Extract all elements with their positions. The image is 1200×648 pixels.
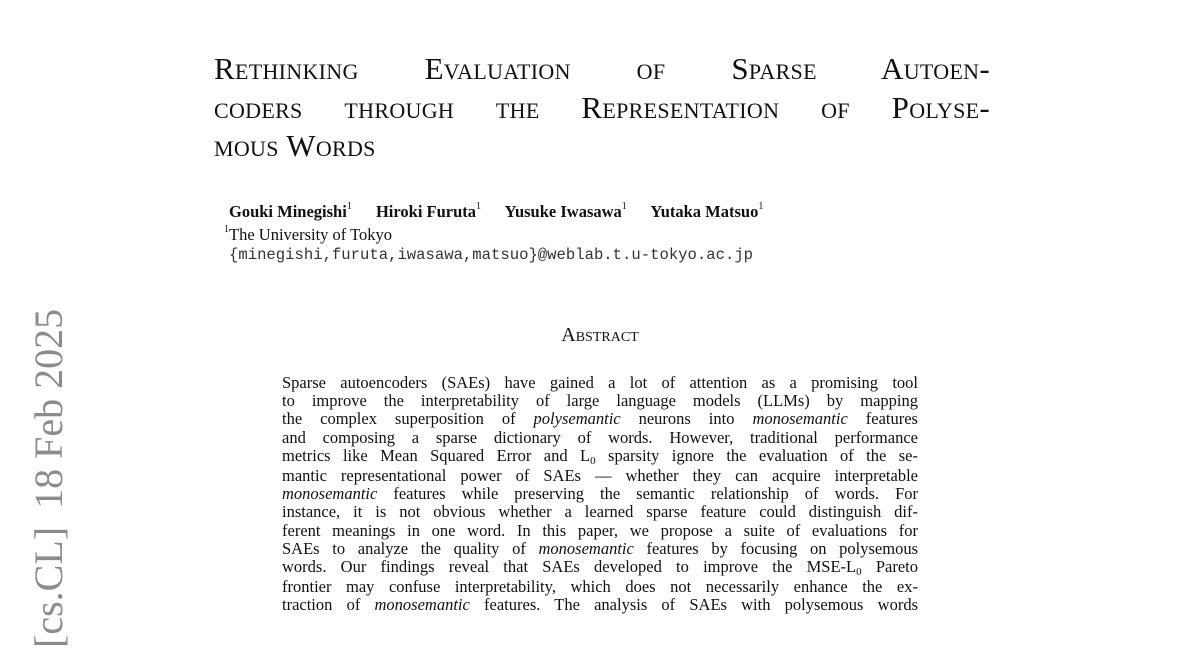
abstract-line: Sparse autoencoders (SAEs) have gained a lot of attention as a promising tool xyxy=(282,373,918,392)
abstract-line: ferent meanings in one word. In this paper, we propose a suite of evaluations for xyxy=(282,520,918,540)
abstract-body xyxy=(282,374,918,615)
abstract-line: traction of monosemantic features. The analysis of SAEs with polysemous words xyxy=(282,595,918,615)
abstract-line: frontier may confuse interpretability, which does not necessarily enhance the ex- xyxy=(282,577,918,597)
abstract-line: SAEs to analyze the quality of monosemantic features by focusing on polysemous xyxy=(282,538,918,558)
abstract-line: mantic representational power of SAEs — whether they can acquire interpretable xyxy=(282,466,918,486)
abstract-line: and composing a sparse dictionary of words. However, traditional performance xyxy=(282,427,918,447)
author-emails: {minegishi,furuta,iwasawa,matsuo}@weblab.t.u-tokyo.ac.jp xyxy=(229,246,754,264)
author: Yutaka Matsuo$^1$ xyxy=(650,201,764,221)
abstract-line: to improve the interpretability of large language models (LLMs) by mapping xyxy=(282,391,918,411)
affiliation: $^1$The University of Tokyo xyxy=(224,224,393,244)
abstract-heading: Abstract xyxy=(561,324,639,346)
title-line-1: Rethinking Evaluation of Sparse Autoen- xyxy=(214,51,990,86)
title-line-2: coders through the Representation of Polyse- xyxy=(214,89,990,125)
abstract-line: monosemantic features while preserving the semantic relationship of words. For xyxy=(282,484,918,504)
abstract-line: the complex superposition of polysemantic neurons into monosemantic features xyxy=(282,409,918,429)
arxiv-sidebar-stamp xyxy=(26,309,72,648)
author: Yusuke Iwasawa$^1$ xyxy=(504,201,627,221)
paper-title xyxy=(214,50,990,166)
arxiv-category: [cs.CL] xyxy=(26,526,71,648)
arxiv-date: 18 Feb 2025 xyxy=(26,308,71,509)
abstract-line: metrics like Mean Squared Error and $L_0$ sparsity ignore the evaluation of the se- xyxy=(282,445,918,467)
author-list xyxy=(229,202,783,222)
abstract-line: words. Our findings reveal that SAEs developed to improve the MSE-$L_0$ Pareto xyxy=(282,557,918,579)
abstract-line: instance, it is not obvious whether a learned sparse feature could distinguish dif- xyxy=(282,502,918,522)
author: Gouki Minegishi$^1$ xyxy=(229,201,352,221)
title-line-3: mous Words xyxy=(214,128,376,163)
author: Hiroki Furuta$^1$ xyxy=(375,201,482,221)
